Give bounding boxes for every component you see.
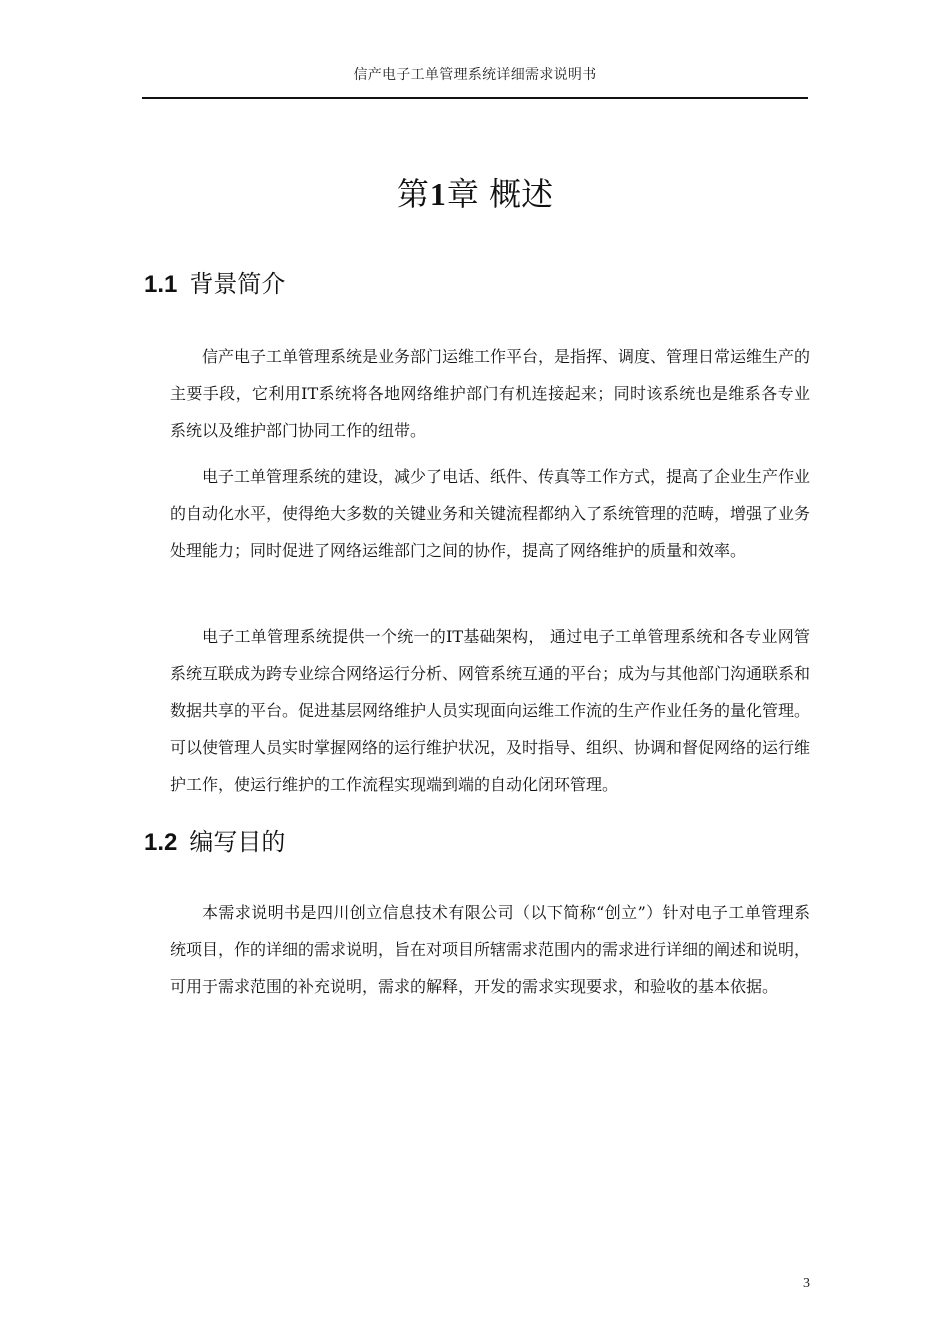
paragraph: 信产电子工单管理系统是业务部门运维工作平台，是指挥、调度、管理日常运维生产的主要手段，它利用IT系统将各地网络维护部门有机连接起来；同时该系统也是维系各专业系统以及维护部门协同工作的纽带。 [170,347,811,440]
page-number: 3 [803,1276,810,1291]
section-title: 编写目的 [189,828,286,856]
paragraph: 本需求说明书是四川创立信息技术有限公司（以下简称“创立”）针对电子工单管理系统项目，作的详细的需求说明，旨在对项目所辖需求范围内的需求进行详细的阐述和说明，可用于需求范围的补充说明，需求的解释，开发的需求实现要求，和验收的基本依据。 [170,903,811,996]
page-header: 信产电子工单管理系统详细需求说明书 [353,67,597,83]
section-heading-background [144,268,285,301]
header-rule [142,97,808,99]
paragraph: 电子工单管理系统的建设，减少了电话、纸件、传真等工作方式，提高了企业生产作业的自动化水平，使得绝大多数的关键业务和关键流程都纳入了系统管理的范畴，增强了业务处理能力；同时促进了网络运维部门之间的协作，提高了网络维护的质量和效率。 [170,467,811,560]
chapter-title [142,172,808,216]
chapter-prefix: 第 [396,175,429,213]
paragraph: 电子工单管理系统提供一个统一的IT基础架构， 通过电子工单管理系统和各专业网管系统互联成为跨专业综合网络运行分析、网管系统互通的平台；成为与其他部门沟通联系和数据共享的平台。促进基层网络维护人员实现面向运维工作流的生产作业任务的量化管理。可以使管理人员实时掌握网络的运行维护状况，及时指导、组织、协调和督促网络的运行维护工作，使运行维护的工作流程实现端到端的自动化闭环管理。 [170,627,811,794]
chapter-suffix: 章 [446,175,479,213]
chapter-name: 概述 [489,175,554,213]
section-title: 背景简介 [189,270,286,298]
section-number: 1.2 [144,829,178,856]
section-number: 1.1 [144,271,178,298]
section-heading-purpose [144,826,285,859]
chapter-number: 1 [429,176,446,212]
